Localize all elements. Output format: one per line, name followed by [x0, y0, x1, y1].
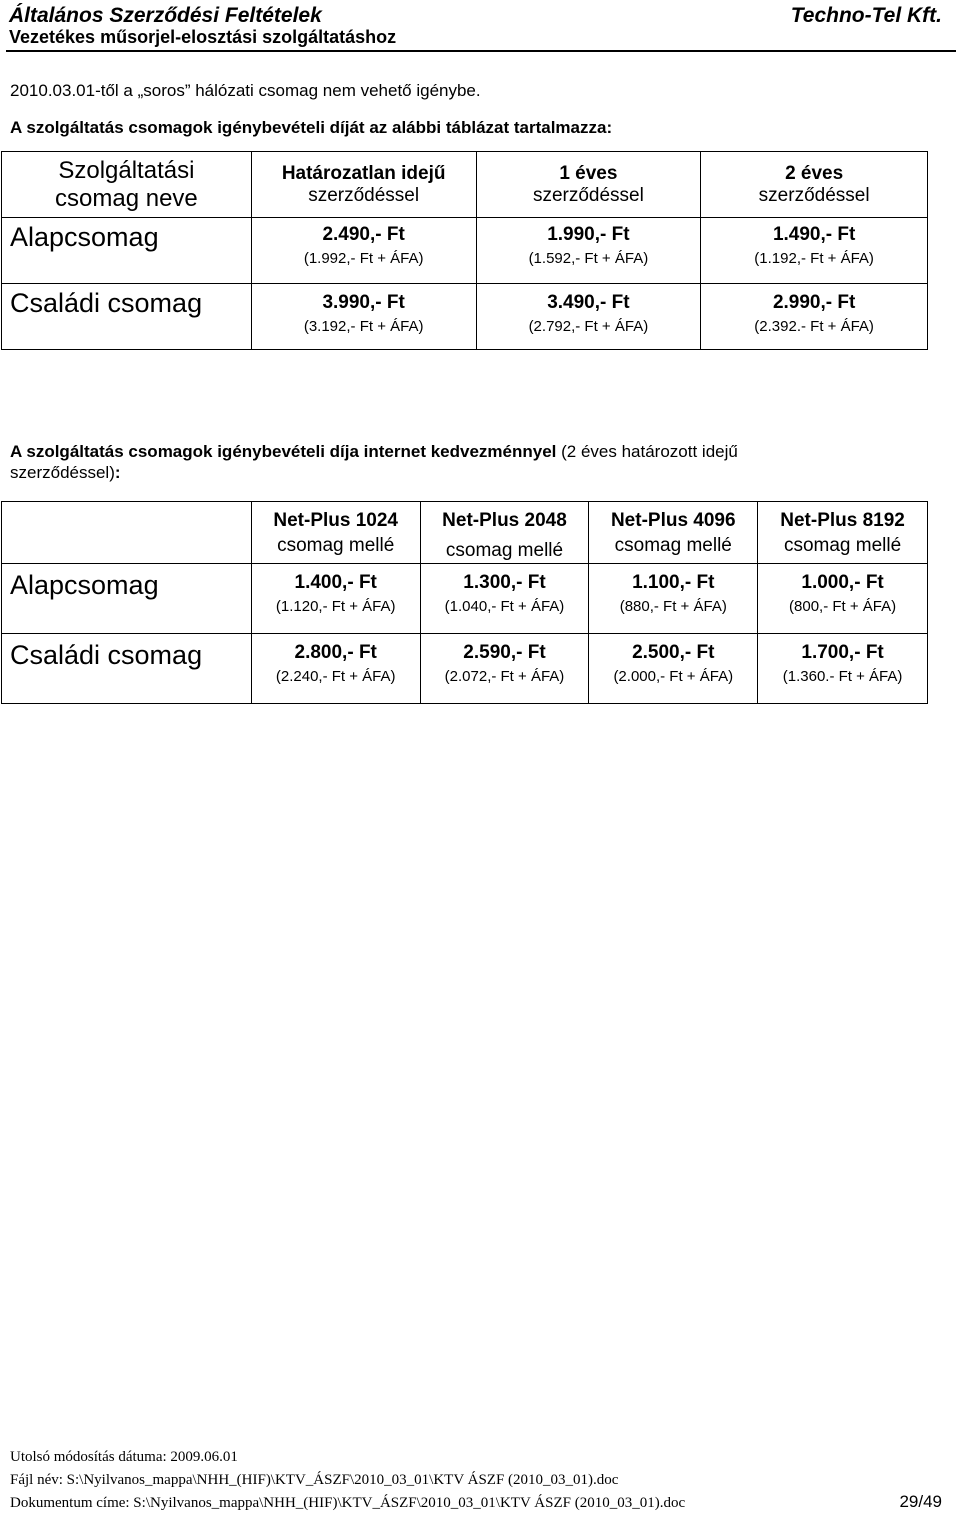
header-line1: 1 éves — [559, 162, 618, 184]
net-price: (1.040,- Ft + ÁFA) — [444, 598, 565, 615]
header-line2: csomag mellé — [614, 535, 732, 556]
gross-price: 1.400,- Ft — [294, 572, 377, 593]
header-rule — [6, 50, 956, 52]
table1-header-row — [2, 152, 928, 218]
intro-table2 — [10, 441, 940, 483]
price-table-standard — [1, 151, 928, 350]
net-price: (1.192,- Ft + ÁFA) — [754, 250, 874, 267]
gross-price: 1.990,- Ft — [547, 224, 630, 245]
net-price: (2.392.- Ft + ÁFA) — [754, 318, 874, 335]
header-line2: szerződéssel — [532, 184, 644, 206]
price-cell — [589, 564, 758, 634]
price-cell — [589, 634, 758, 704]
net-price: (1.992,- Ft + ÁFA) — [303, 250, 424, 267]
gross-price: 3.990,- Ft — [322, 292, 405, 313]
table1-header-2year — [701, 152, 928, 218]
footer-filename: Fájl név: S:\Nyilvanos_mappa\NHH_(HIF)\KTV_ÁSZF\2010_03_01\KTV ÁSZF (2010_03_01).doc — [10, 1472, 619, 1488]
header-line1: Net-Plus 8192 — [780, 510, 905, 531]
net-price: (3.192,- Ft + ÁFA) — [303, 318, 424, 335]
net-price: (2.000,- Ft + ÁFA) — [613, 668, 734, 685]
table2-header-netplus1024 — [251, 502, 420, 564]
net-price: (1.120,- Ft + ÁFA) — [275, 598, 396, 615]
intro2-bold: A szolgáltatás csomagok igénybevételi díja internet kedvezménnyel — [10, 442, 557, 461]
footer-page-number: 29/49 — [899, 1492, 942, 1511]
price-cell — [251, 218, 476, 284]
col0-line2: csomag neve — [55, 184, 198, 212]
price-cell — [251, 634, 420, 704]
table2-header-netplus8192 — [758, 502, 928, 564]
price-cell — [701, 284, 928, 350]
table2-header-netplus4096 — [589, 502, 758, 564]
gross-price: 1.700,- Ft — [801, 642, 884, 663]
header-line2: szerződéssel — [758, 184, 870, 206]
price-cell — [758, 634, 928, 704]
header-line1: Határozatlan idejű — [281, 162, 446, 184]
gross-price: 2.490,- Ft — [322, 224, 405, 245]
table2-header-row — [2, 502, 928, 564]
net-price: (880,- Ft + ÁFA) — [619, 598, 727, 615]
table2-col0-header-empty — [2, 502, 252, 564]
row-name: Családi csomag — [2, 284, 252, 350]
net-price: (2.240,- Ft + ÁFA) — [275, 668, 396, 685]
table-row — [2, 564, 928, 634]
table1-col0-header — [2, 152, 252, 218]
table1-header-1year — [476, 152, 701, 218]
price-cell — [476, 284, 701, 350]
intro2-normal2: szerződéssel) — [10, 463, 115, 482]
price-cell — [701, 218, 928, 284]
net-price: (1.592,- Ft + ÁFA) — [528, 250, 649, 267]
price-cell — [476, 218, 701, 284]
net-price: (800,- Ft + ÁFA) — [789, 598, 897, 615]
price-cell — [251, 284, 476, 350]
header-line2: csomag mellé — [445, 540, 564, 561]
price-cell — [758, 564, 928, 634]
table-row — [2, 284, 928, 350]
intro2-normal: (2 éves határozott idejű — [556, 442, 738, 461]
header-line2: csomag mellé — [783, 535, 902, 556]
table2-header-netplus2048 — [420, 502, 589, 564]
price-cell — [420, 634, 589, 704]
table1-header-indefinite — [251, 152, 476, 218]
gross-price: 1.300,- Ft — [463, 572, 546, 593]
gross-price: 2.590,- Ft — [463, 642, 546, 663]
footer-modified: Utolsó módosítás dátuma: 2009.06.01 — [10, 1449, 238, 1465]
footer-doctitle: Dokumentum címe: S:\Nyilvanos_mappa\NHH_(HIF)\KTV_ÁSZF\2010_03_01\KTV ÁSZF (2010_03_01).doc — [10, 1495, 686, 1511]
header-line1: Net-Plus 4096 — [610, 510, 736, 531]
intro-table1: A szolgáltatás csomagok igénybevételi díját az alábbi táblázat tartalmazza: — [10, 118, 613, 137]
gross-price: 2.990,- Ft — [772, 292, 856, 313]
row-name: Alapcsomag — [2, 564, 252, 634]
header-line1: 2 éves — [785, 162, 844, 184]
net-price: (2.792,- Ft + ÁFA) — [528, 318, 649, 335]
net-price: (1.360.- Ft + ÁFA) — [782, 668, 903, 685]
gross-price: 1.000,- Ft — [801, 572, 884, 593]
header-line2: csomag mellé — [277, 535, 395, 556]
col0-line1: Szolgáltatási — [58, 156, 195, 184]
gross-price: 3.490,- Ft — [547, 292, 630, 313]
header-title: Általános Szerződési Feltételek — [9, 4, 322, 27]
price-cell — [251, 564, 420, 634]
intro2-colon: : — [114, 463, 121, 482]
gross-price: 2.800,- Ft — [294, 642, 377, 663]
header-line1: Net-Plus 2048 — [442, 510, 567, 531]
price-table-internet-discount — [1, 501, 928, 704]
row-name: Családi csomag — [2, 634, 252, 704]
header-line2: szerződéssel — [308, 184, 420, 206]
table-row — [2, 218, 928, 284]
net-price: (2.072,- Ft + ÁFA) — [444, 668, 565, 685]
header-line1: Net-Plus 1024 — [273, 510, 399, 531]
row-name: Alapcsomag — [2, 218, 252, 284]
table-row — [2, 634, 928, 704]
gross-price: 1.490,- Ft — [772, 224, 856, 245]
header-company: Techno-Tel Kft. — [790, 4, 942, 27]
notice-text: 2010.03.01-től a „soros” hálózati csomag nem vehető igénybe. — [10, 81, 481, 100]
gross-price: 1.100,- Ft — [632, 572, 715, 593]
price-cell — [420, 564, 589, 634]
header-subtitle: Vezetékes műsorjel-elosztási szolgáltatáshoz — [9, 27, 397, 47]
gross-price: 2.500,- Ft — [632, 642, 715, 663]
